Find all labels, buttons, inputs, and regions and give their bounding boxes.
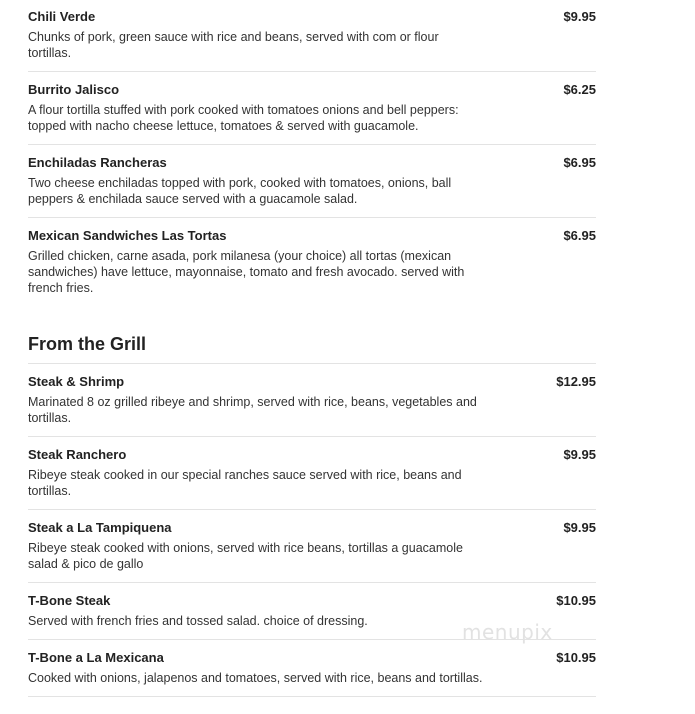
menu-item — [28, 72, 596, 145]
item-name: Steak Ranchero — [28, 447, 127, 462]
item-name: Chili Verde — [28, 9, 96, 24]
item-description: Cooked with onions, jalapenos and tomatoes, served with rice, beans and tortillas. — [28, 671, 483, 685]
item-name: T-Bone a La Mexicana — [28, 650, 164, 665]
section-heading: From the Grill — [28, 334, 596, 364]
item-name: Mexican Sandwiches Las Tortas — [28, 228, 227, 243]
item-description: A flour tortilla stuffed with pork cooked with tomatoes onions and bell peppers: topped with nacho cheese lettuce, tomatoes & served with guacamole. — [28, 103, 459, 133]
item-name: Burrito Jalisco — [28, 82, 120, 97]
item-name: T-Bone Steak — [28, 593, 111, 608]
menupix-watermark: menupix — [462, 620, 553, 644]
item-name: Steak a La Tampiquena — [28, 520, 172, 535]
item-description: Two cheese enchiladas topped with pork, cooked with tomatoes, onions, ball peppers & enchilada sauce served with a guacamole salad. — [28, 176, 452, 206]
menu — [28, 0, 596, 697]
item-price: $10.95 — [556, 593, 596, 608]
item-name: Enchiladas Rancheras — [28, 155, 167, 170]
item-description: Marinated 8 oz grilled ribeye and shrimp, served with rice, beans, vegetables and tortillas. — [28, 395, 477, 425]
item-price: $9.95 — [563, 520, 596, 535]
menu-section — [28, 0, 596, 306]
menu-item — [28, 437, 596, 510]
menu-item — [28, 0, 596, 72]
menu-item — [28, 364, 596, 437]
item-name: Steak & Shrimp — [28, 374, 125, 389]
item-price: $10.95 — [556, 650, 596, 665]
item-description: Ribeye steak cooked with onions, served with rice beans, tortillas a guacamole salad & pico de gallo — [28, 541, 463, 571]
item-description: Ribeye steak cooked in our special ranches sauce served with rice, beans and tortillas. — [28, 468, 462, 498]
menu-item — [28, 510, 596, 583]
item-description: Served with french fries and tossed salad. choice of dressing. — [28, 614, 368, 628]
item-price: $6.95 — [563, 228, 596, 243]
menu-item — [28, 145, 596, 218]
item-price: $12.95 — [556, 374, 596, 389]
item-price: $9.95 — [563, 447, 596, 462]
item-description: Grilled chicken, carne asada, pork milanesa (your choice) all tortas (mexican sandwiches) have lettuce, mayonnaise, tomato and fresh avocado. served with french fries. — [28, 249, 465, 295]
item-price: $6.25 — [563, 82, 596, 97]
menu-item — [28, 640, 596, 697]
item-description: Chunks of pork, green sauce with rice and beans, served with com or flour tortillas. — [28, 30, 439, 60]
item-price: $9.95 — [563, 9, 596, 24]
item-price: $6.95 — [563, 155, 596, 170]
menu-item — [28, 218, 596, 306]
